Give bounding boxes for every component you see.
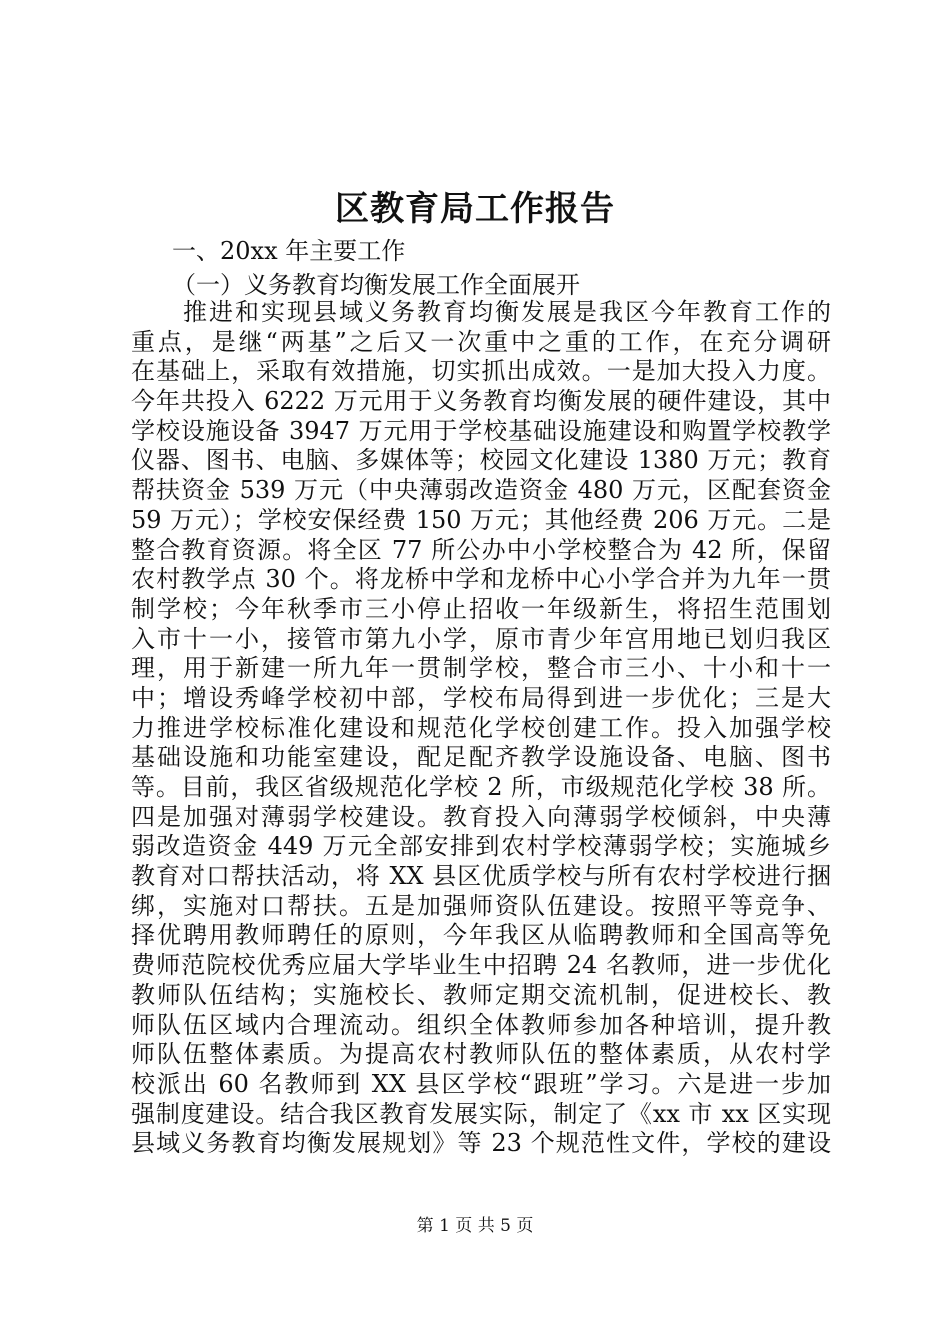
body-line: 整合教育资源。将全区 77 所公办中小学校整合为 42 所，保留 <box>131 535 831 564</box>
body-line: 农村教学点 30 个。将龙桥中学和龙桥中心小学合并为九年一贯 <box>131 565 831 594</box>
body-line: 强制度建设。结合我区教育发展实际，制定了《xx 市 xx 区实现 <box>131 1099 831 1128</box>
body-line: 教师队伍结构；实施校长、教师定期交流机制，促进校长、教 <box>131 980 831 1009</box>
body-line: 推进和实现县域义务教育均衡发展是我区今年教育工作的 <box>183 298 831 326</box>
body-line: 师队伍整体素质。为提高农村教师队伍的整体素质，从农村学 <box>131 1040 831 1069</box>
document-title: 区教育局工作报告 <box>335 189 615 229</box>
body-line: 费师范院校优秀应届大学毕业生中招聘 24 名教师，进一步优化 <box>131 951 831 980</box>
body-line: 四是加强对薄弱学校建设。教育投入向薄弱学校倾斜，中央薄 <box>131 802 831 831</box>
section-heading: 一、20xx 年主要工作 <box>172 237 406 265</box>
body-line: 入市十一小，接管市第九小学，原市青少年宫用地已划归我区 <box>131 624 831 653</box>
body-line: 仪器、图书、电脑、多媒体等；校园文化建设 1380 万元；教育 <box>131 446 831 475</box>
body-line: 基础设施和功能室建设，配足配齐教学设施设备、电脑、图书 <box>131 743 831 772</box>
body-line: 今年共投入 6222 万元用于义务教育均衡发展的硬件建设，其中 <box>131 387 831 416</box>
body-line: 校派出 60 名教师到 XX 县区学校“跟班”学习。六是进一步加 <box>131 1069 831 1098</box>
body-line: 县域义务教育均衡发展规划》等 23 个规范性文件，学校的建设 <box>131 1129 831 1158</box>
page-number-footer: 第 1 页 共 5 页 <box>416 1216 534 1236</box>
body-line: 59 万元）；学校安保经费 150 万元；其他经费 206 万元。二是 <box>131 505 831 534</box>
body-line: 理，用于新建一所九年一贯制学校，整合市三小、十小和十一 <box>131 654 831 683</box>
body-line: 制学校；今年秋季市三小停止招收一年级新生，将招生范围划 <box>131 594 831 623</box>
body-line: 择优聘用教师聘任的原则，今年我区从临聘教师和全国高等免 <box>131 921 831 950</box>
body-line: 弱改造资金 449 万元全部安排到农村学校薄弱学校；实施城乡 <box>131 832 831 861</box>
body-line: 等。目前，我区省级规范化学校 2 所，市级规范化学校 38 所。 <box>131 773 831 801</box>
body-line: 帮扶资金 539 万元（中央薄弱改造资金 480 万元，区配套资金 <box>131 476 831 505</box>
body-line: 绑，实施对口帮扶。五是加强师资队伍建设。按照平等竞争、 <box>131 891 831 920</box>
subsection-heading: （一）义务教育均衡发展工作全面展开 <box>172 271 580 299</box>
body-line: 学校设施设备 3947 万元用于学校基础设施建设和购置学校教学 <box>131 416 831 445</box>
body-line: 中；增设秀峰学校初中部，学校布局得到进一步优化；三是大 <box>131 683 831 712</box>
body-line: 师队伍区域内合理流动。组织全体教师参加各种培训，提升教 <box>131 1010 831 1039</box>
body-line: 在基础上，采取有效措施，切实抓出成效。一是加大投入力度。 <box>131 357 831 386</box>
body-paragraph <box>131 298 831 1159</box>
body-line: 重点，是继“两基”之后又一次重中之重的工作，在充分调研 <box>131 327 831 356</box>
body-line: 力推进学校标准化建设和规范化学校创建工作。投入加强学校 <box>131 713 831 742</box>
body-line: 教育对口帮扶活动，将 XX 县区优质学校与所有农村学校进行捆 <box>131 862 831 891</box>
